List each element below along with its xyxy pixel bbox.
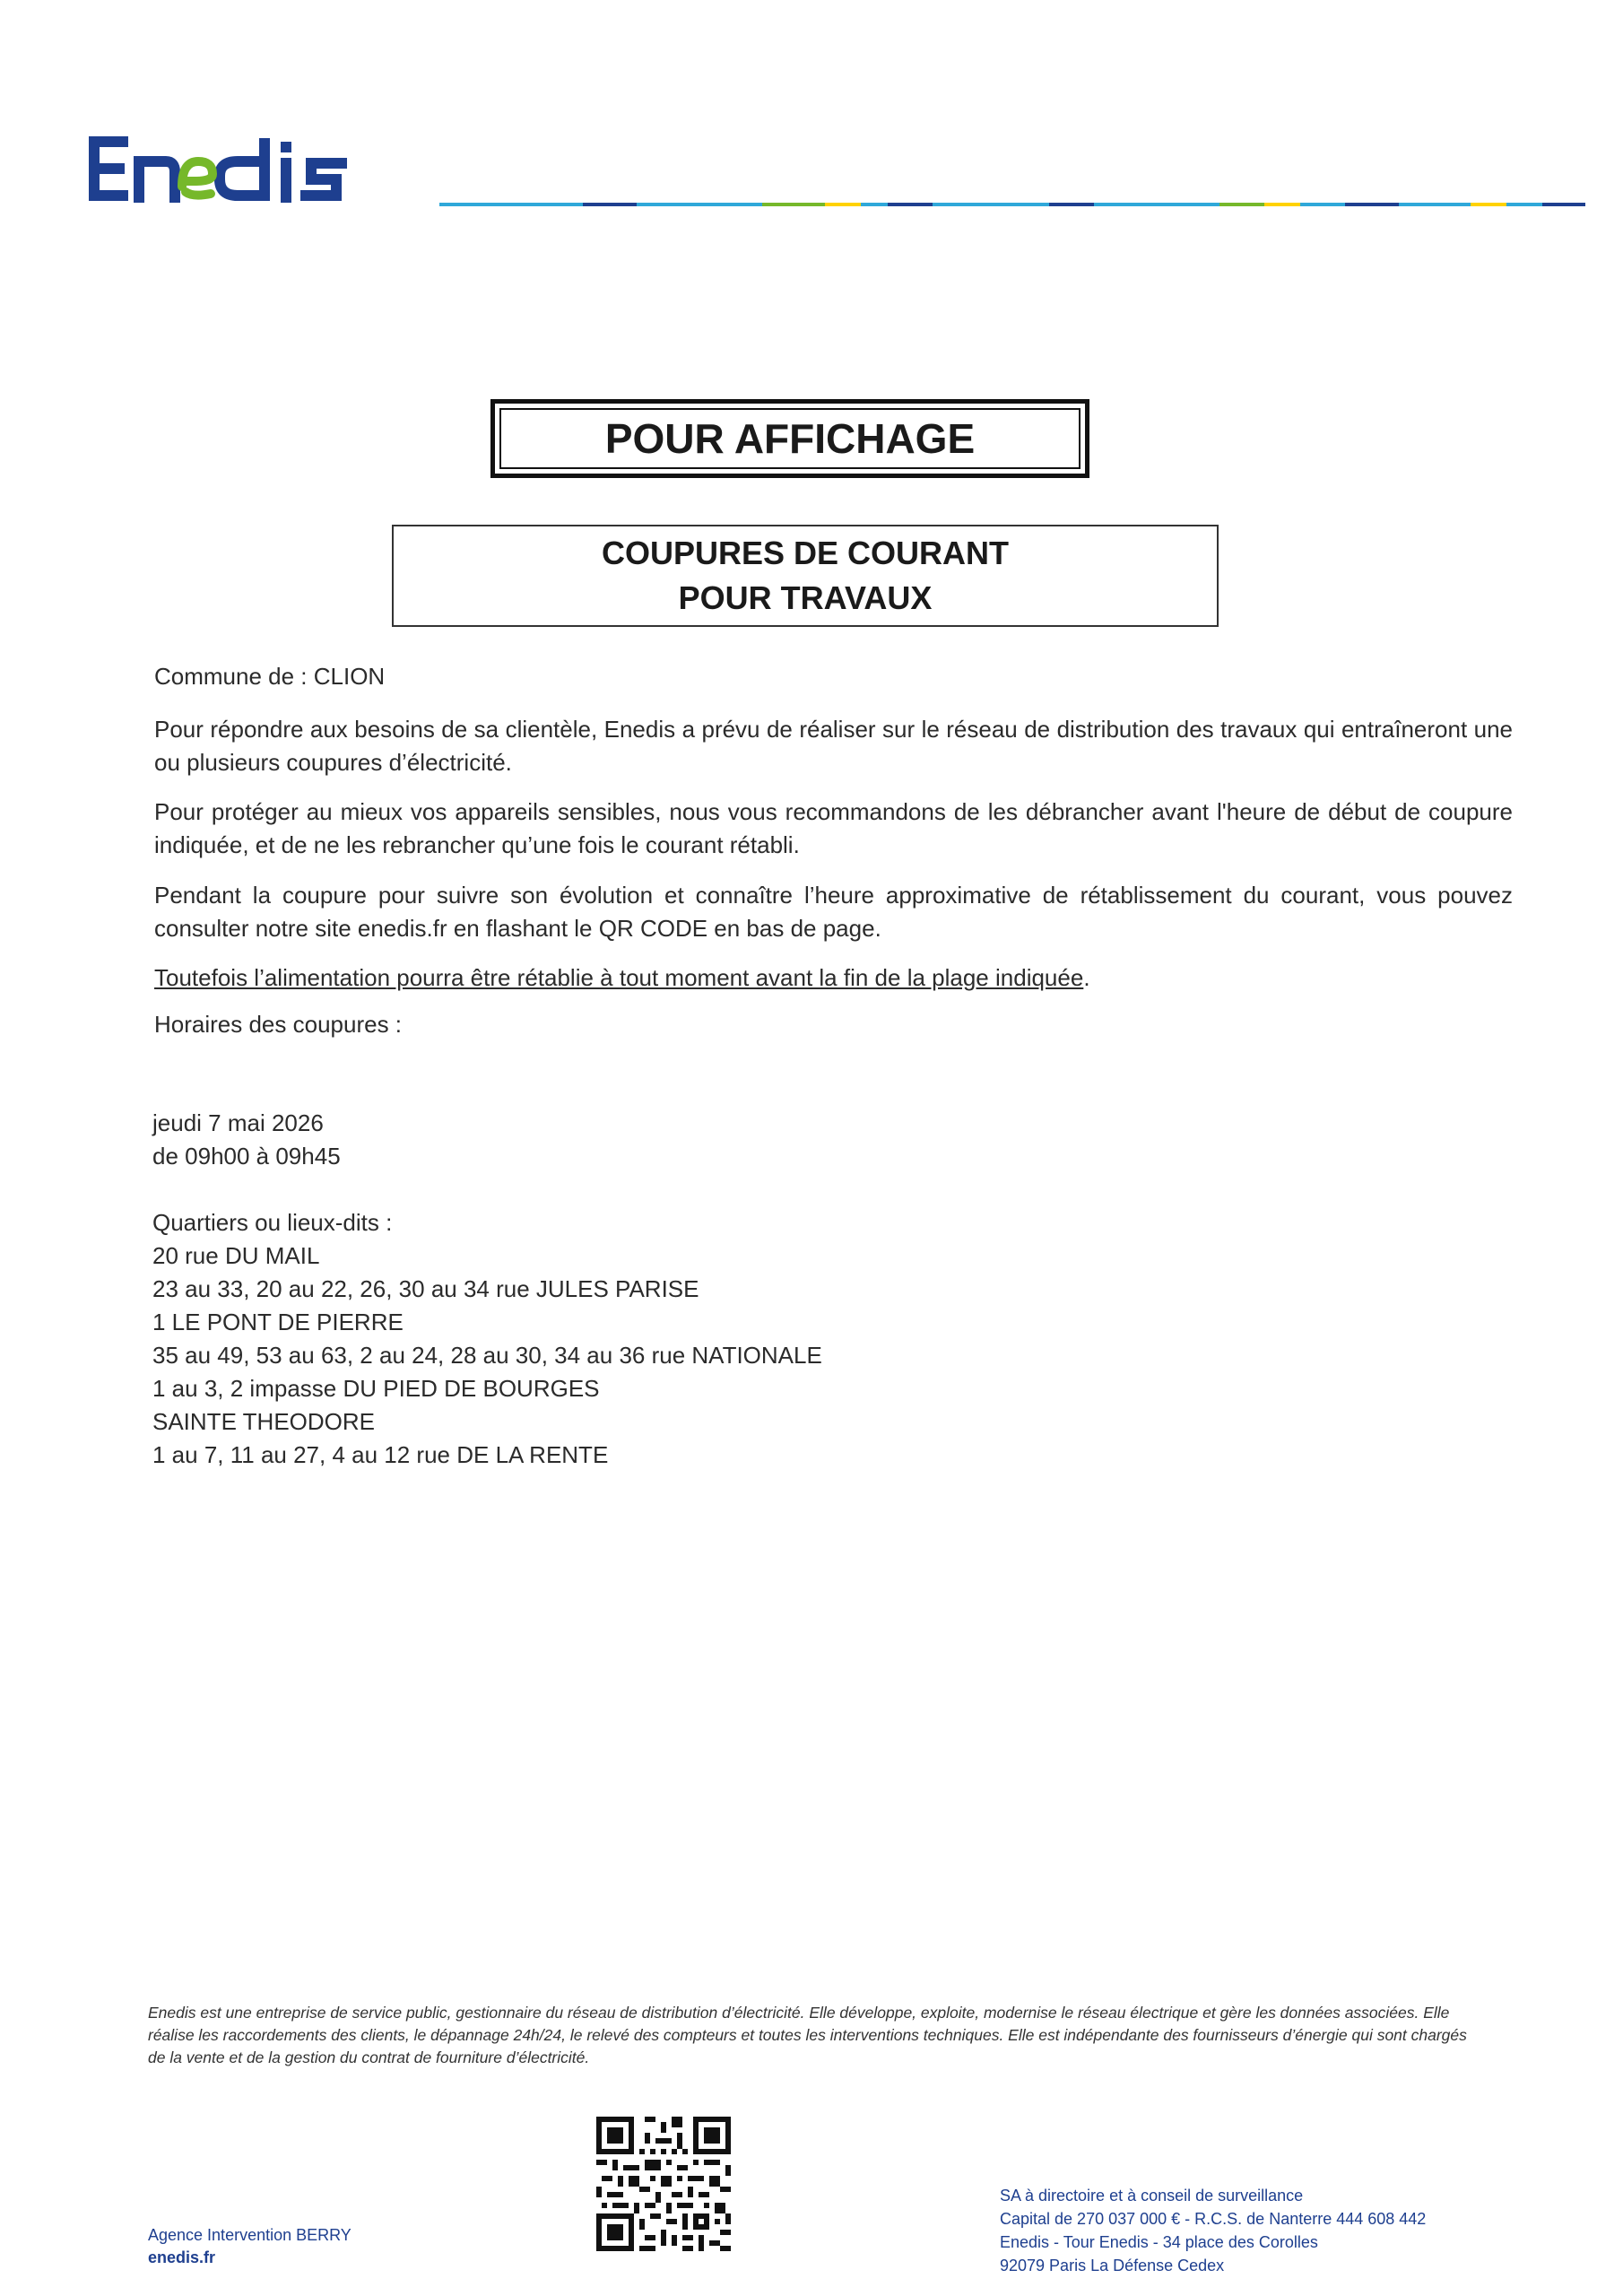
list-item: 23 au 33, 20 au 22, 26, 30 au 34 rue JULES PARISE (152, 1275, 699, 1302)
pour-affichage-box (490, 399, 1089, 478)
notice-title-line1: COUPURES DE COURANT (601, 535, 1010, 571)
commune-line: Commune de : CLION (154, 663, 386, 690)
enedis-logo (85, 133, 430, 204)
brand-color-rule (439, 203, 1585, 206)
agency-name: Agence Intervention BERRY (148, 2226, 352, 2244)
pour-affichage-label: POUR AFFICHAGE (499, 408, 1081, 469)
notice-title-box (392, 525, 1219, 627)
legal-line: Capital de 270 037 000 € - R.C.S. de Nanterre 444 608 442 (1000, 2210, 1427, 2228)
legal-line: SA à directoire et à conseil de surveillance (1000, 2187, 1304, 2205)
legal-block (1000, 2184, 1426, 2277)
qr-code[interactable] (596, 2117, 731, 2251)
outage-details (152, 1107, 822, 1472)
legal-line: Enedis - Tour Enedis - 34 place des Corolles (1000, 2233, 1318, 2251)
website-link[interactable]: enedis.fr (148, 2248, 216, 2266)
list-item: 20 rue DU MAIL (152, 1242, 320, 1269)
warning-end: . (1083, 964, 1090, 991)
agency-block (148, 2224, 352, 2269)
legal-line: 92079 Paris La Défense Cedex (1000, 2257, 1225, 2274)
list-item: 1 au 3, 2 impasse DU PIED DE BOURGES (152, 1375, 600, 1402)
list-item: SAINTE THEODORE (152, 1408, 376, 1435)
paragraph-1: Pour répondre aux besoins de sa clientèle, Enedis a prévu de réaliser sur le réseau de distribution des travaux qui entraîneront une ou plusieurs coupures d’électricité. (154, 716, 1513, 776)
paragraph-2: Pour protéger au mieux vos appareils sensibles, nous vous recommandons de les débrancher avant l'heure de début de coupure indiquée, et de ne les rebrancher qu’une fois le courant rétabli. (154, 798, 1513, 858)
outage-time: de 09h00 à 09h45 (152, 1143, 341, 1170)
warning-underlined: Toutefois l’alimentation pourra être rétablie à tout moment avant la fin de la plage indiquée (154, 964, 1084, 991)
schedule-heading: Horaires des coupures : (154, 1011, 403, 1038)
company-note: Enedis est une entreprise de service public, gestionnaire du réseau de distribution d’électricité. Elle développe, exploite, modernise le réseau électrique et gère les données associées. Elle réalise les raccordements des clients, le dépannage 24h/24, le relevé des compteurs et toutes les interventions techniques. Elle est indépendante des fournisseurs d’énergie qui sont chargés de la vente et de la gestion du contrat de fourniture d’électricité. (148, 2004, 1467, 2066)
places-heading: Quartiers ou lieux-dits : (152, 1209, 393, 1236)
list-item: 35 au 49, 53 au 63, 2 au 24, 28 au 30, 34 au 36 rue NATIONALE (152, 1342, 822, 1369)
paragraph-3: Pendant la coupure pour suivre son évolution et connaître l’heure approximative de rétablissement du courant, vous pouvez consulter notre site enedis.fr en flashant le QR CODE en bas de page. (154, 882, 1513, 942)
notice-title-line2: POUR TRAVAUX (678, 579, 933, 616)
warning-line (154, 961, 1513, 995)
outage-date: jeudi 7 mai 2026 (152, 1109, 324, 1136)
list-item: 1 au 7, 11 au 27, 4 au 12 rue DE LA RENTE (152, 1441, 609, 1468)
list-item: 1 LE PONT DE PIERRE (152, 1309, 404, 1335)
